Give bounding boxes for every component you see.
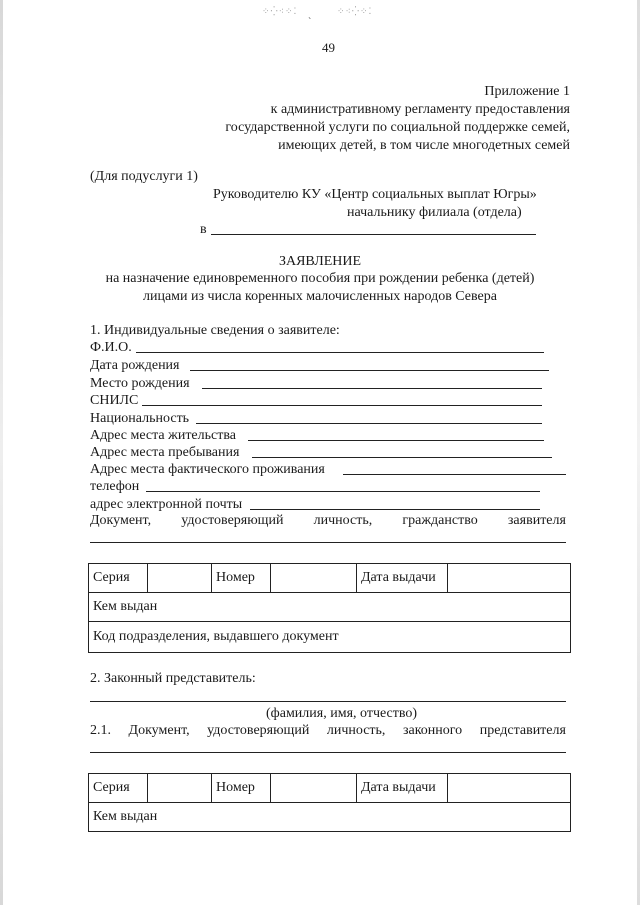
caption-word: заявителя [507,513,566,528]
appendix-title: Приложение 1 [484,84,570,99]
cell-issue-date-label: Дата выдачи [357,564,448,593]
caption-word: удостоверяющий [181,513,284,528]
field-label-nationality: Национальность [90,411,190,426]
page-number: 49 [322,40,335,55]
addressee-line-2: начальнику филиала (отдела) [347,205,522,220]
subservice-label: (Для подуслуги 1) [90,169,198,184]
field-line-birth-place[interactable] [202,388,542,389]
applicant-document-caption [90,513,566,529]
field-label-stay-address: Адрес места пребывания [90,445,240,460]
cell-issue-date-value[interactable] [448,564,571,593]
caption-word: Документ, [90,513,152,528]
document-title-line-2: на назначение единовременного пособия при рождении ребенка (детей) [105,271,535,286]
scan-artifact-right: ⁘⁖⁛⁘⁚ [337,6,373,16]
addressee-blank-line[interactable] [211,234,536,235]
section-2-heading: 2. Законный представитель: [90,671,256,686]
applicant-document-line[interactable] [90,542,566,543]
scan-artifact-left: ⁘⁛⁖⁘⁚ [262,6,298,16]
caption-word: 2.1. [90,723,111,738]
caption-word: гражданство [402,513,478,528]
representative-document-line[interactable] [90,752,566,753]
cell-issued-by[interactable]: Кем выдан [89,803,571,832]
field-label-birth-place: Место рождения [90,376,190,391]
cell-number-label: Номер [212,564,271,593]
field-label-snils: СНИЛС [90,393,139,408]
field-line-stay-address[interactable] [252,457,552,458]
field-line-birth-date[interactable] [190,370,549,371]
caption-word: удостоверяющий [207,723,310,738]
appendix-line-2: к административному регламенту предоставления [270,102,570,117]
scan-edge-left [0,0,3,905]
applicant-document-table [88,563,571,653]
appendix-line-4: имеющих детей, в том числе многодетных семей [278,138,570,153]
field-label-email: адрес электронной почты [90,497,243,512]
caption-word: личность, [326,723,386,738]
scan-artifact-dot: ˋ [308,17,313,28]
cell-issue-date-value[interactable] [448,774,571,803]
field-label-residence-address: Адрес места жительства [90,428,236,443]
field-line-nationality[interactable] [196,423,542,424]
document-title-line-3: лицами из числа коренных малочисленных народов Севера [143,289,497,304]
field-line-actual-address[interactable] [343,474,566,475]
field-line-residence-address[interactable] [248,440,544,441]
representative-document-caption [90,723,566,739]
cell-series-label: Серия [89,774,148,803]
caption-word: представителя [479,723,566,738]
field-line-snils[interactable] [142,405,542,406]
cell-issue-date-label: Дата выдачи [357,774,448,803]
field-label-phone: телефон [90,479,140,494]
appendix-line-3: государственной услуги по социальной поддержке семей, [225,120,570,135]
field-line-fio[interactable] [136,352,544,353]
cell-number-label: Номер [212,774,271,803]
field-label-actual-address: Адрес места фактического проживания [90,462,325,477]
caption-word: законного [402,723,463,738]
representative-fio-caption: (фамилия, имя, отчество) [266,706,418,721]
cell-issued-by[interactable]: Кем выдан [89,593,571,622]
cell-number-value[interactable] [271,564,357,593]
cell-number-value[interactable] [271,774,357,803]
representative-document-table [88,773,571,832]
addressee-line-1: Руководителю КУ «Центр социальных выплат Югры» [213,187,537,202]
addressee-prefix: в [200,222,207,237]
caption-word: Документ, [128,723,190,738]
cell-series-label: Серия [89,564,148,593]
field-label-birth-date: Дата рождения [90,358,180,373]
field-label-fio: Ф.И.О. [90,340,132,355]
field-line-email[interactable] [250,509,540,510]
caption-word: личность, [313,513,373,528]
cell-department-code[interactable]: Код подразделения, выдавшего документ [89,622,571,653]
cell-series-value[interactable] [148,564,212,593]
document-title: ЗАЯВЛЕНИЕ [278,254,362,269]
field-line-phone[interactable] [146,491,540,492]
section-1-heading: 1. Индивидуальные сведения о заявителе: [90,323,340,338]
cell-series-value[interactable] [148,774,212,803]
representative-fio-line[interactable] [90,701,566,702]
